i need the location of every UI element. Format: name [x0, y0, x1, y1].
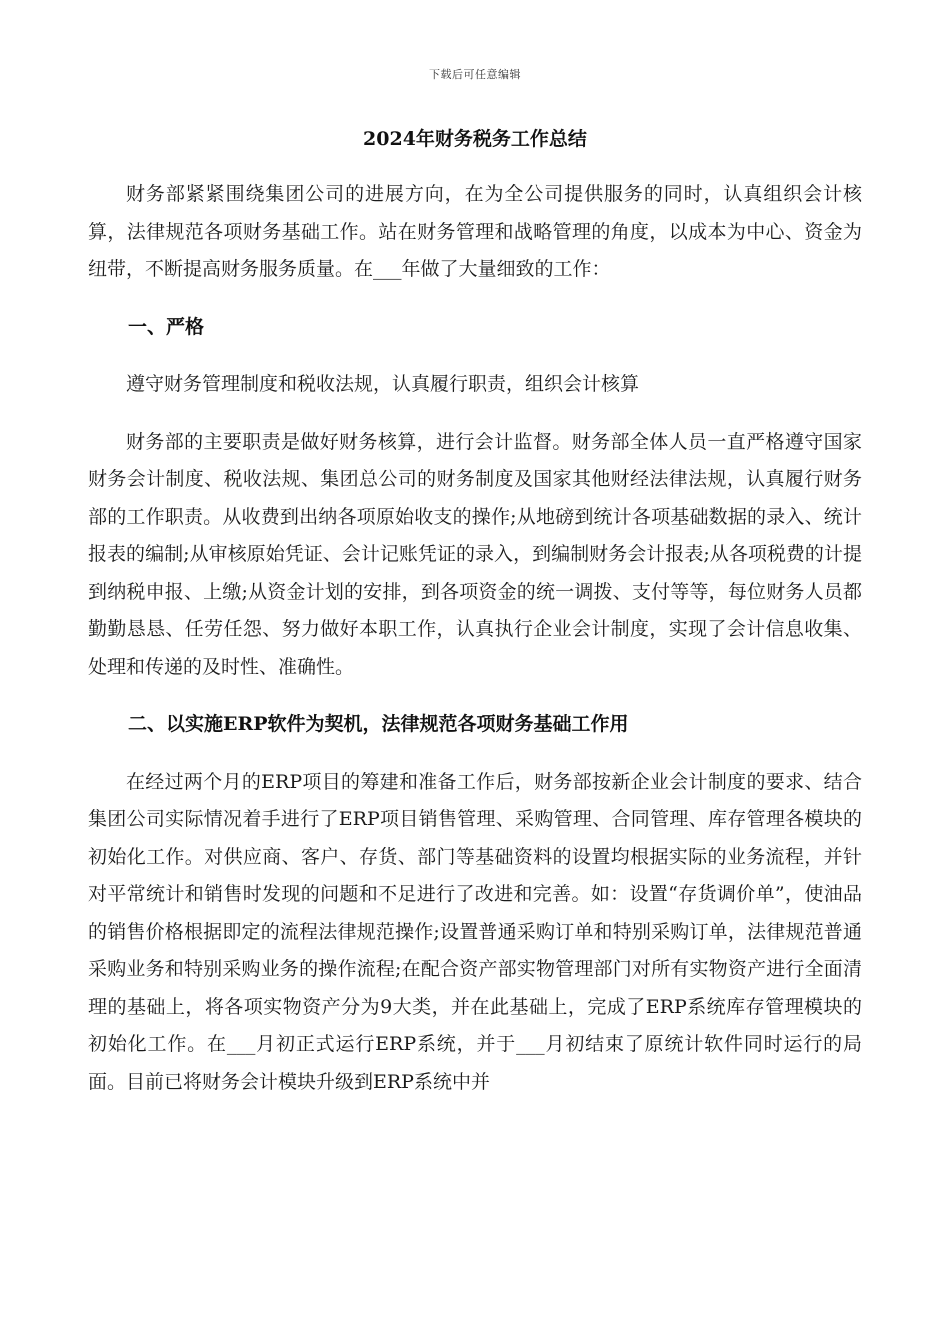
section2-body: 在经过两个月的ERP项目的筹建和准备工作后，财务部按新企业会计制度的要求、结合集团公司实际情况着手进行了ERP项目销售管理、采购管理、合同管理、库存管理各模块的初始化工作。对供应商、客户、存货、部门等基础资料的设置均根据实际的业务流程，并针对平常统计和销售时发现的问题和不足进行了改进和完善。如：设置“存货调价单”，使油品的销售价格根据即定的流程法律规范操作;设置普通采购订单和特别采购订单，法律规范普通采购业务和特别采购业务的操作流程;在配合资产部实物管理部门对所有实物资产进行全面清理的基础上，将各项实物资产分为9大类，并在此基础上，完成了ERP系统库存管理模块的初始化工作。在___月初正式运行ERP系统，并于___月初结束了原统计软件同时运行的局面。目前已将财务会计模块升级到ERP系统中并 — [88, 770, 862, 1093]
spacer — [88, 346, 862, 366]
intro-paragraph: 财务部紧紧围绕集团公司的进展方向，在为全公司提供服务的同时，认真组织会计核算，法律规范各项财务基础工作。站在财务管理和战略管理的角度，以成本为中心、资金为纽带，不断提高财务服务质量。在___年做了大量细致的工作： — [88, 183, 862, 280]
section1-subline: 遵守财务管理制度和税收法规，认真履行职责，组织会计核算 — [126, 373, 640, 395]
section1-heading: 一、严格 — [128, 315, 205, 338]
section1-body: 财务部的主要职责是做好财务核算，进行会计监督。财务部全体人员一直严格遵守国家财务会计制度、税收法规、集团总公司的财务制度及国家其他财经法律法规，认真履行财务部的工作职责。从收费到出纳各项原始收支的操作;从地磅到统计各项基础数据的录入、统计报表的编制;从审核原始凭证、会计记账凭证的录入，到编制财务会计报表;从各项税费的计提到纳税申报、上缴;从资金计划的安排，到各项资金的统一调拨、支付等等，每位财务人员都勤勤恳恳、任劳任怨、努力做好本职工作，认真执行企业会计制度，实现了会计信息收集、处理和传递的及时性、准确性。 — [88, 430, 862, 678]
section2-heading: 二、以实施ERP软件为契机，法律规范各项财务基础工作用 — [128, 713, 629, 735]
header-note: 下载后可任意编辑 — [429, 68, 521, 81]
spacer — [88, 404, 862, 424]
document-body — [88, 176, 862, 1101]
spacer — [88, 686, 862, 706]
spacer — [88, 744, 862, 764]
spacer — [88, 289, 862, 309]
document-title: 2024年财务税务工作总结 — [363, 128, 587, 150]
